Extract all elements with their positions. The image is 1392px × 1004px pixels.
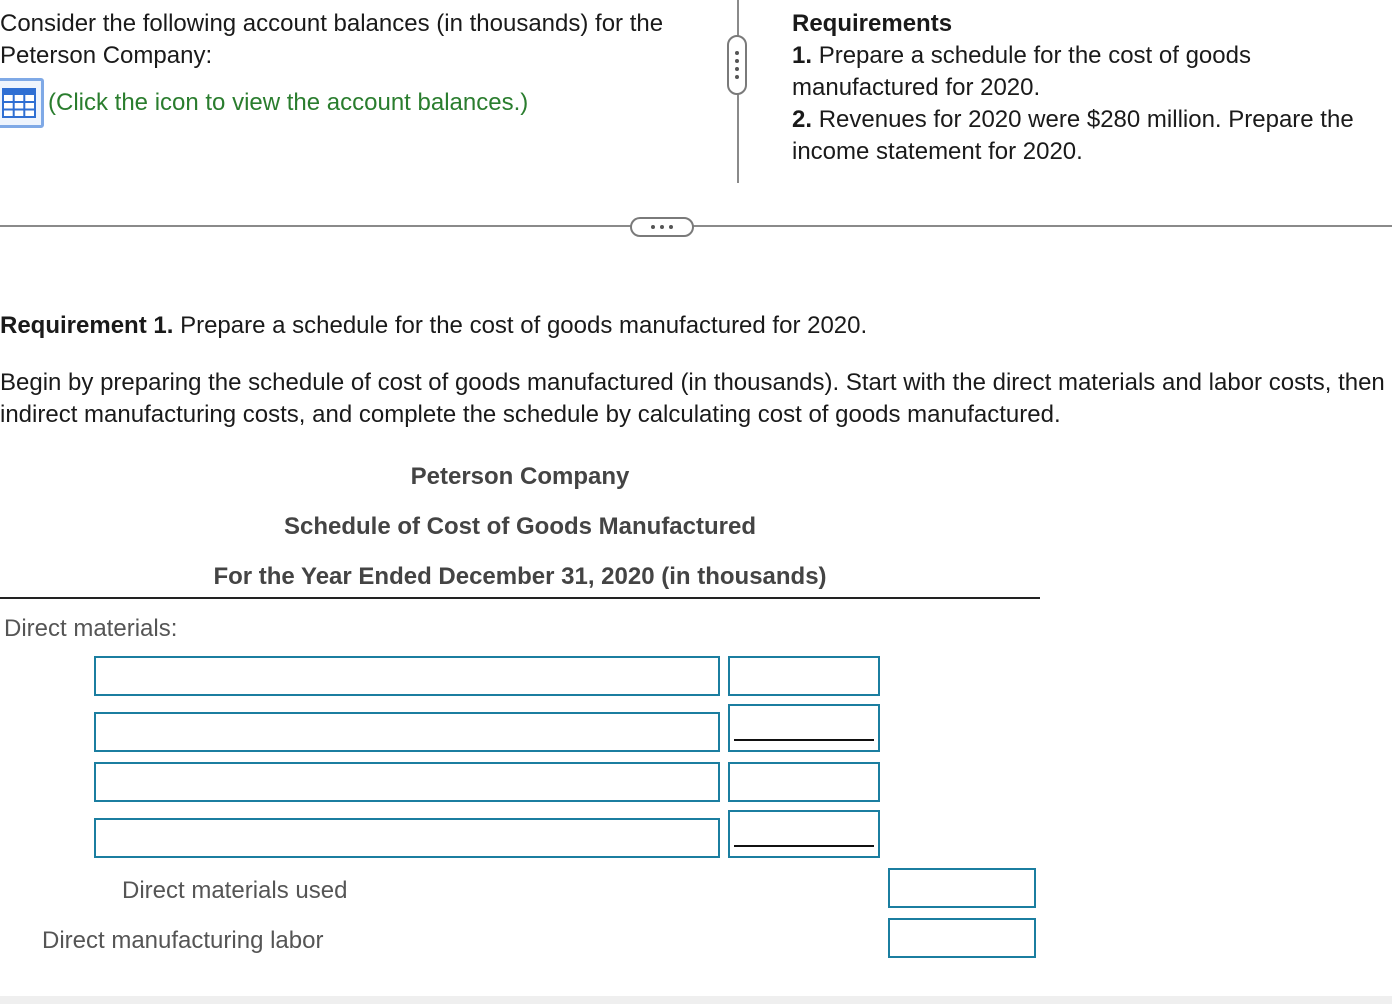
requirements-heading: Requirements: [792, 10, 953, 37]
dm-amount-input-1[interactable]: [728, 656, 880, 696]
requirement-item-1: 1. Prepare a schedule for the cost of goods manufactured for 2020.: [792, 42, 1251, 101]
dm-account-input-4[interactable]: [94, 818, 720, 858]
dm-amount-input-3[interactable]: [728, 762, 880, 802]
schedule-header-rule: [0, 597, 1040, 599]
direct-materials-used-input[interactable]: [888, 868, 1036, 908]
schedule-title: Schedule of Cost of Goods Manufactured: [283, 513, 757, 540]
requirement-item-2: 2. Revenues for 2020 were $280 million. Prepare the income statement for 2020.: [792, 106, 1354, 165]
account-balances-link[interactable]: [0, 78, 528, 128]
direct-materials-used-label: Direct materials used: [122, 877, 348, 904]
instructions-text: Begin by preparing the schedule of cost of goods manufactured (in thousands). Start with the direct materials and labor costs, then indirect manufacturing costs, and complete the schedule by calculating cost of goods manufactured.: [0, 369, 1385, 428]
horizontal-resize-handle[interactable]: [630, 217, 694, 237]
dm-account-input-3[interactable]: [94, 762, 720, 802]
dm-amount-input-4[interactable]: [728, 810, 880, 858]
requirement-1-text: Prepare a schedule for the cost of goods manufactured for 2020.: [180, 312, 868, 339]
dm-account-input-1[interactable]: [94, 656, 720, 696]
direct-manufacturing-labor-label: Direct manufacturing labor: [42, 927, 324, 954]
table-grid-icon[interactable]: [0, 78, 44, 128]
requirement-1-prompt: [0, 310, 867, 342]
requirements-panel: [792, 8, 1382, 168]
dm-amount-input-2[interactable]: [728, 704, 880, 752]
direct-materials-section-label: Direct materials:: [4, 615, 178, 642]
dm-account-input-2[interactable]: [94, 712, 720, 752]
subtotal-underline: [734, 845, 874, 847]
subtotal-underline: [734, 739, 874, 741]
vertical-resize-handle[interactable]: [727, 35, 747, 95]
intro-text: Consider the following account balances (in thousands) for the Peterson Company:: [0, 10, 664, 69]
schedule-period: For the Year Ended December 31, 2020 (in thousands): [213, 563, 827, 590]
schedule-company-name: Peterson Company: [410, 463, 630, 490]
horizontal-pane-divider[interactable]: [0, 225, 1392, 227]
account-balances-link-text[interactable]: (Click the icon to view the account balances.): [48, 89, 529, 116]
bottom-scroll-area: [0, 996, 1392, 1004]
requirement-1-label: Requirement 1.: [0, 312, 174, 339]
direct-manufacturing-labor-input[interactable]: [888, 918, 1036, 958]
